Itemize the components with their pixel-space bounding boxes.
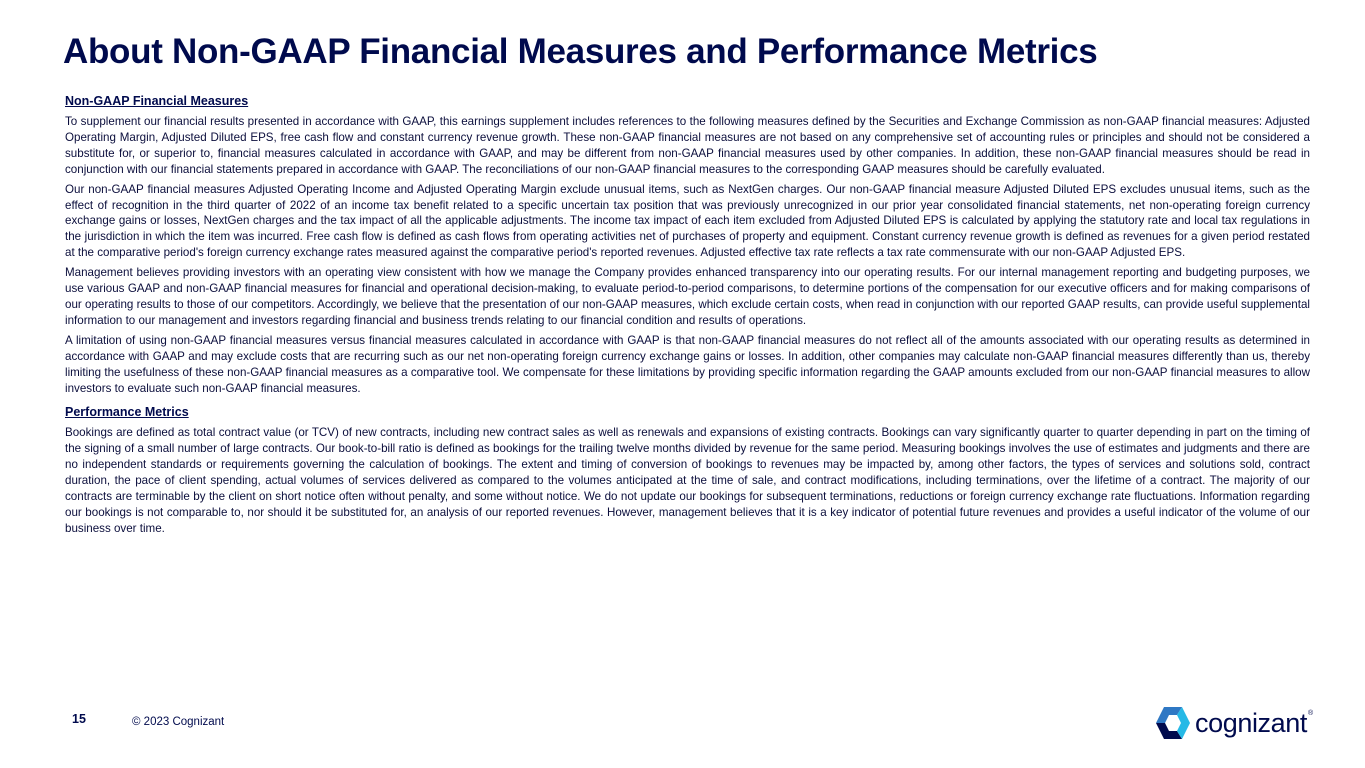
paragraph: A limitation of using non-GAAP financial measures versus financial measures calculated in accordance with GAAP is that non-GAAP financial measures do not reflect all of the amounts associated with our operating results as determined in accordance with GAAP and may exclude costs that are recurring such as our net non-operating foreign currency exchange gains or losses. In addition, other companies may calculate non-GAAP financial measures differently than us, thereby limiting the usefulness of these non-GAAP financial measures as a comparative tool. We compensate for these limitations by providing specific information regarding the GAAP amounts excluded from our non-GAAP financial measures to allow investors to evaluate such non-GAAP financial measures. [65,333,1310,395]
section-non-gaap [65,93,1310,396]
paragraph: Management believes providing investors with an operating view consistent with how we manage the Company provides enhanced transparency into our operating results. For our internal management reporting and budgeting purposes, we use various GAAP and non-GAAP financial measures for financial and operational decision-making, to evaluate period-to-period comparisons, to determine portions of the compensation for our executive officers and for making comparisons of our operating results to those of our competitors. Accordingly, we believe that the presentation of our non-GAAP measures, which exclude certain costs, when read in conjunction with our reported GAAP results, can provide useful supplemental information to our management and investors regarding financial and business trends relating to our financial condition and results of operations. [65,266,1310,327]
section-heading-performance-metrics: Performance Metrics [65,405,189,420]
registered-mark: ® [1307,710,1314,717]
copyright-notice: © 2023 Cognizant [132,716,225,728]
section-performance-metrics [65,404,1310,536]
paragraph: Bookings are defined as total contract value (or TCV) of new contracts, including new contract sales as well as renewals and expansions of existing contracts. Bookings can vary significantly quarter to quarter depending in part on the timing of the signing of a small number of large contracts. Our book-to-bill ratio is defined as bookings for the trailing twelve months divided by revenue for the same period. Measuring bookings involves the use of estimates and judgments and there are no independent standards or requirements governing the calculation of bookings. The extent and timing of conversion of bookings to revenues may be impacted by, among other factors, the types of services and solutions sold, contract duration, the pace of client spending, actual volumes of services delivered as compared to the volumes anticipated at the time of sale, and contract modifications, including terminations, over the lifetime of a contract. The majority of our contracts are terminable by the client on short notice often without penalty, and some without notice. We do not update our bookings for subsequent terminations, reductions or foreign currency exchange rate fluctuations. Information regarding our bookings is not comparable to, nor should it be substituted for, an analysis of our reported revenues. However, management believes that it is a key indicator of potential future revenues and provides a useful indicator of the volume of our business over time. [65,426,1310,535]
page-number: 15 [72,712,86,726]
paragraph: Our non-GAAP financial measures Adjusted Operating Income and Adjusted Operating Margin exclude unusual items, such as NextGen charges. Our non-GAAP financial measure Adjusted Diluted EPS excludes unusual items, such as the effect of recognition in the third quarter of 2022 of an income tax benefit related to a specific uncertain tax position that was previously unrecognized in our prior year consolidated financial statements, net non-operating foreign currency exchange gains or losses, NextGen charges and the tax impact of all the applicable adjustments. The income tax impact of each item excluded from Adjusted Diluted EPS is calculated by applying the statutory rate and local tax regulations in the jurisdiction in which the item was incurred. Free cash flow is defined as cash flows from operating activities net of purchases of property and equipment. Constant currency revenue growth is defined as revenues for a given period restated at the comparative period's foreign currency exchange rates measured against the comparative period's reported revenues. Adjusted effective tax rate reflects a tax rate commensurate with our non-GAAP Adjusted EPS. [65,182,1310,260]
section-heading-non-gaap: Non-GAAP Financial Measures [65,94,249,108]
cognizant-logo-icon [1155,706,1191,740]
page-title: About Non-GAAP Financial Measures and Performance Metrics [63,32,1098,71]
logo-wordmark: cognizant [1195,708,1307,738]
main-content [65,93,1310,541]
paragraph: To supplement our financial results presented in accordance with GAAP, this earnings supplement includes references to the following measures defined by the Securities and Exchange Commission as non-GAAP financial measures: Adjusted Operating Margin, Adjusted Diluted EPS, free cash flow and constant currency revenue growth. These non-GAAP financial measures are not based on any comprehensive set of accounting rules or principles and should not be considered a substitute for, or superior to, financial measures calculated in accordance with GAAP, and may be different from non-GAAP financial measures used by other companies. In addition, these non-GAAP financial measures should be read in conjunction with our financial statements prepared in accordance with GAAP. The reconciliations of our non-GAAP financial measures to the corresponding GAAP measures should be carefully evaluated. [65,115,1310,176]
cognizant-logo [1155,706,1313,740]
